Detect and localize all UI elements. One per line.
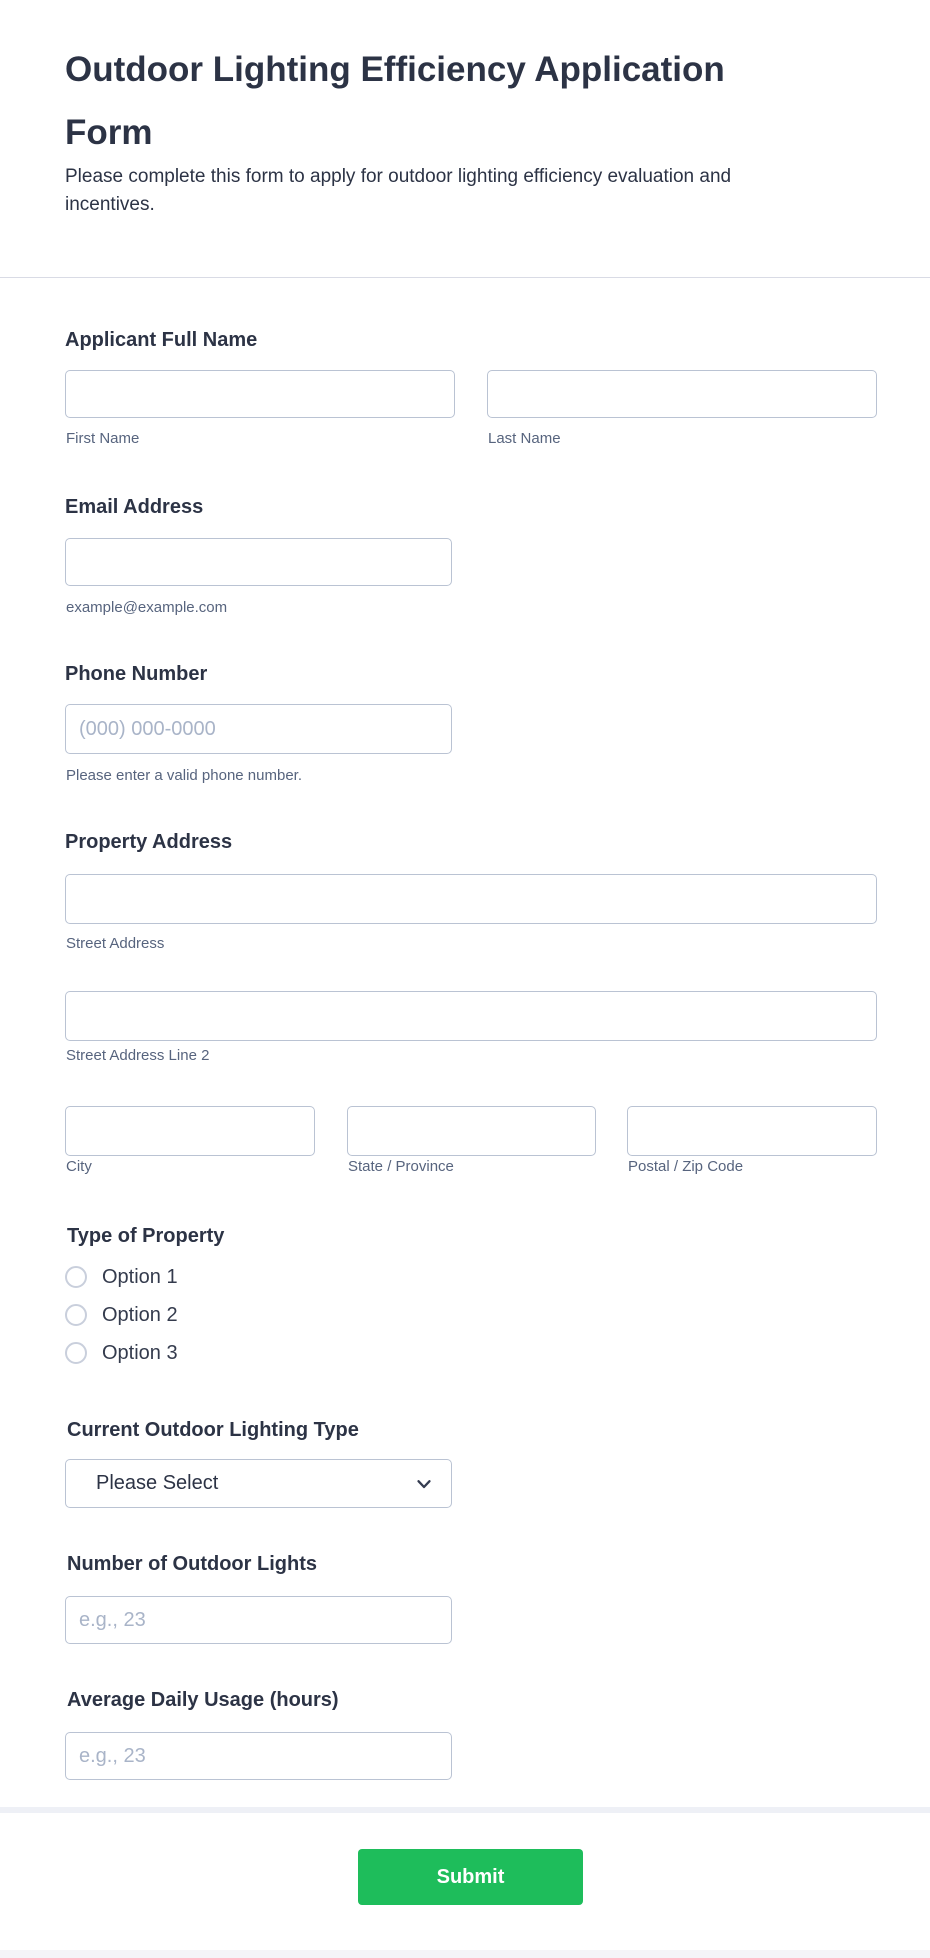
radio-option-1-label: Option 1 bbox=[102, 1266, 178, 1288]
street-address2-sublabel: Street Address Line 2 bbox=[66, 1047, 210, 1064]
header-divider bbox=[0, 277, 930, 278]
num-lights-label: Number of Outdoor Lights bbox=[67, 1553, 317, 1575]
lighting-type-label: Current Outdoor Lighting Type bbox=[67, 1419, 359, 1441]
section-divider bbox=[0, 1807, 930, 1813]
page-title-line-2: Form bbox=[65, 113, 153, 152]
form-header bbox=[65, 38, 725, 164]
applicant-name-label: Applicant Full Name bbox=[65, 329, 258, 351]
postal-sublabel: Postal / Zip Code bbox=[628, 1158, 744, 1175]
street-address-input[interactable] bbox=[65, 874, 877, 924]
last-name-input[interactable] bbox=[487, 370, 877, 418]
city-sublabel: City bbox=[66, 1158, 92, 1175]
lighting-type-select[interactable] bbox=[65, 1459, 452, 1508]
state-sublabel: State / Province bbox=[348, 1158, 454, 1175]
phone-input[interactable] bbox=[65, 704, 452, 754]
radio-option-3-label: Option 3 bbox=[102, 1342, 178, 1364]
daily-usage-input[interactable] bbox=[65, 1732, 452, 1780]
city-input[interactable] bbox=[65, 1106, 315, 1156]
num-lights-input[interactable] bbox=[65, 1596, 452, 1644]
daily-usage-label: Average Daily Usage (hours) bbox=[67, 1689, 339, 1711]
chevron-down-icon bbox=[413, 1473, 435, 1495]
submit-button[interactable]: Submit bbox=[358, 1849, 583, 1905]
radio-option-2[interactable] bbox=[65, 1304, 178, 1326]
phone-label: Phone Number bbox=[65, 663, 208, 685]
radio-circle-icon[interactable] bbox=[65, 1266, 87, 1288]
radio-option-2-label: Option 2 bbox=[102, 1304, 178, 1326]
email-label: Email Address bbox=[65, 496, 204, 518]
property-type-label: Type of Property bbox=[67, 1225, 225, 1247]
street-address2-input[interactable] bbox=[65, 991, 877, 1041]
lighting-type-selected-value: Please Select bbox=[96, 1472, 219, 1494]
page-title-line-1: Outdoor Lighting Efficiency Application bbox=[65, 50, 725, 89]
first-name-sublabel: First Name bbox=[66, 430, 140, 447]
first-name-input[interactable] bbox=[65, 370, 455, 418]
street-address-sublabel: Street Address bbox=[66, 935, 165, 952]
radio-circle-icon[interactable] bbox=[65, 1342, 87, 1364]
email-helper-text: example@example.com bbox=[66, 599, 228, 616]
radio-circle-icon[interactable] bbox=[65, 1304, 87, 1326]
email-input[interactable] bbox=[65, 538, 452, 586]
property-address-label: Property Address bbox=[65, 831, 233, 853]
page-bottom-strip bbox=[0, 1950, 930, 1958]
last-name-sublabel: Last Name bbox=[488, 430, 561, 447]
radio-option-3[interactable] bbox=[65, 1342, 178, 1364]
form-description bbox=[65, 163, 731, 219]
postal-input[interactable] bbox=[627, 1106, 877, 1156]
phone-helper-text: Please enter a valid phone number. bbox=[66, 767, 302, 784]
radio-option-1[interactable] bbox=[65, 1266, 178, 1288]
form-description-line-1: Please complete this form to apply for outdoor lighting efficiency evaluation and bbox=[65, 166, 732, 187]
state-input[interactable] bbox=[347, 1106, 596, 1156]
form-description-line-2: incentives. bbox=[65, 194, 155, 215]
